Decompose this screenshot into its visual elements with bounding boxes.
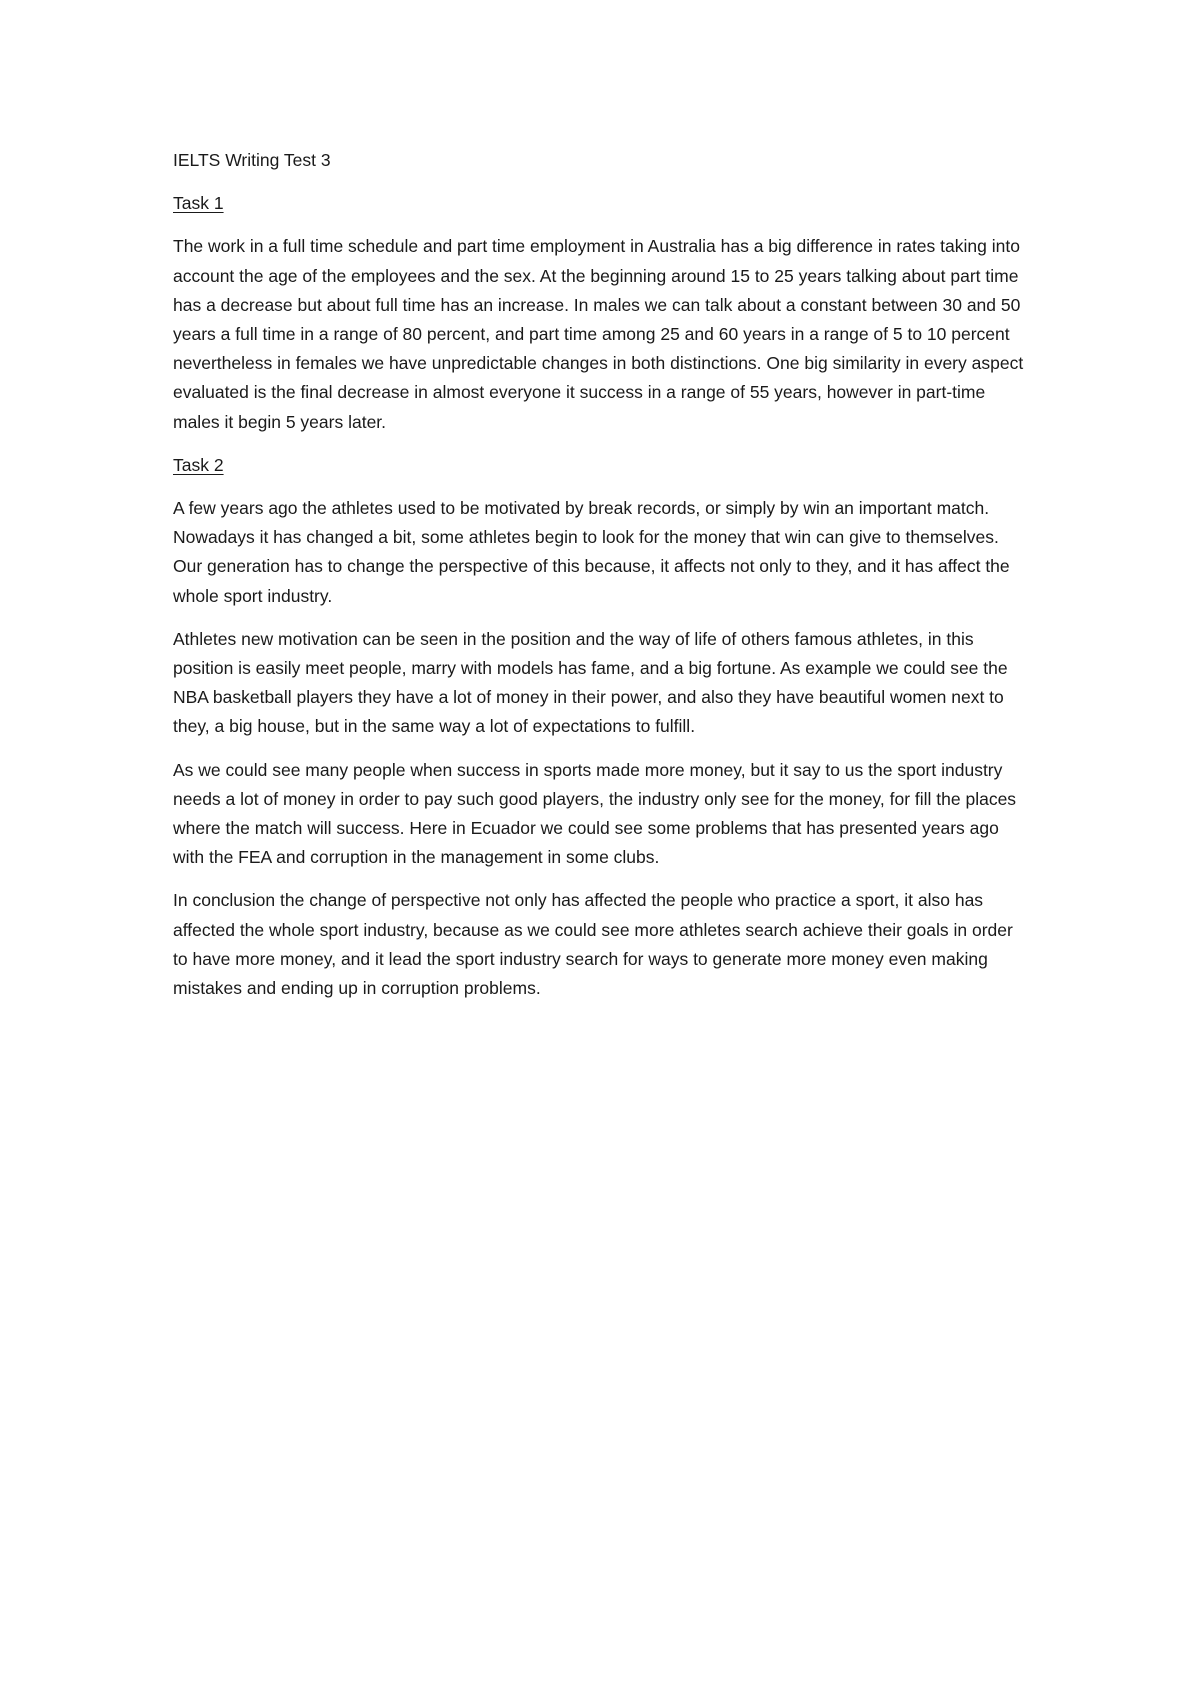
task-2-paragraph-intro: A few years ago the athletes used to be motivated by break records, or simply by win an important match. Nowadays it has changed a bit, some athletes begin to look for the money that win can give to themselves. Our generation has to change the perspective of this because, it affects not only to they, and it has affect the whole sport industry.	[173, 498, 1010, 606]
task-1-paragraph: The work in a full time schedule and part time employment in Australia has a big difference in rates taking into account the age of the employees and the sex. At the beginning around 15 to 25 years talking about part time has a decrease but about full time has an increase. In males we can talk about a constant between 30 and 50 years a full time in a range of 80 percent, and part time among 25 and 60 years in a range of 5 to 10 percent nevertheless in females we have unpredictable changes in both distinctions. One big similarity in every aspect evaluated is the final decrease in almost everyone it success in a range of 55 years, however in part-time males it begin 5 years later.	[173, 236, 1024, 432]
task-1-section	[173, 189, 1030, 437]
task-2-heading: Task 2	[173, 454, 224, 475]
document-title: IELTS Writing Test 3	[173, 150, 331, 170]
task-2-paragraph-motivation: Athletes new motivation can be seen in the position and the way of life of others famous athletes, in this position is easily meet people, marry with models has fame, and a big fortune. As example we could see the NBA basketball players they have a lot of money in their power, and also they have beautiful women next to they, a big house, but in the same way a lot of expectations to fulfill.	[173, 628, 1008, 737]
task-1-heading: Task 1	[173, 193, 224, 214]
task-2-paragraph-conclusion: In conclusion the change of perspective not only has affected the people who practice a sport, it also has affected the whole sport industry, because as we could see more athletes search achieve their goals in order to have more money, and it lead the sport industry search for ways to generate more money even making mistakes and ending up in corruption problems.	[173, 890, 1013, 999]
task-2-section	[173, 451, 1030, 1003]
task-2-paragraph-industry: As we could see many people when success in sports made more money, but it say to us the sport industry needs a lot of money in order to pay such good players, the industry only see for the money, for fill the places where the match will success. Here in Ecuador we could see some problems that has presented years ago with the FEA and corruption in the management in some clubs.	[173, 759, 1017, 868]
